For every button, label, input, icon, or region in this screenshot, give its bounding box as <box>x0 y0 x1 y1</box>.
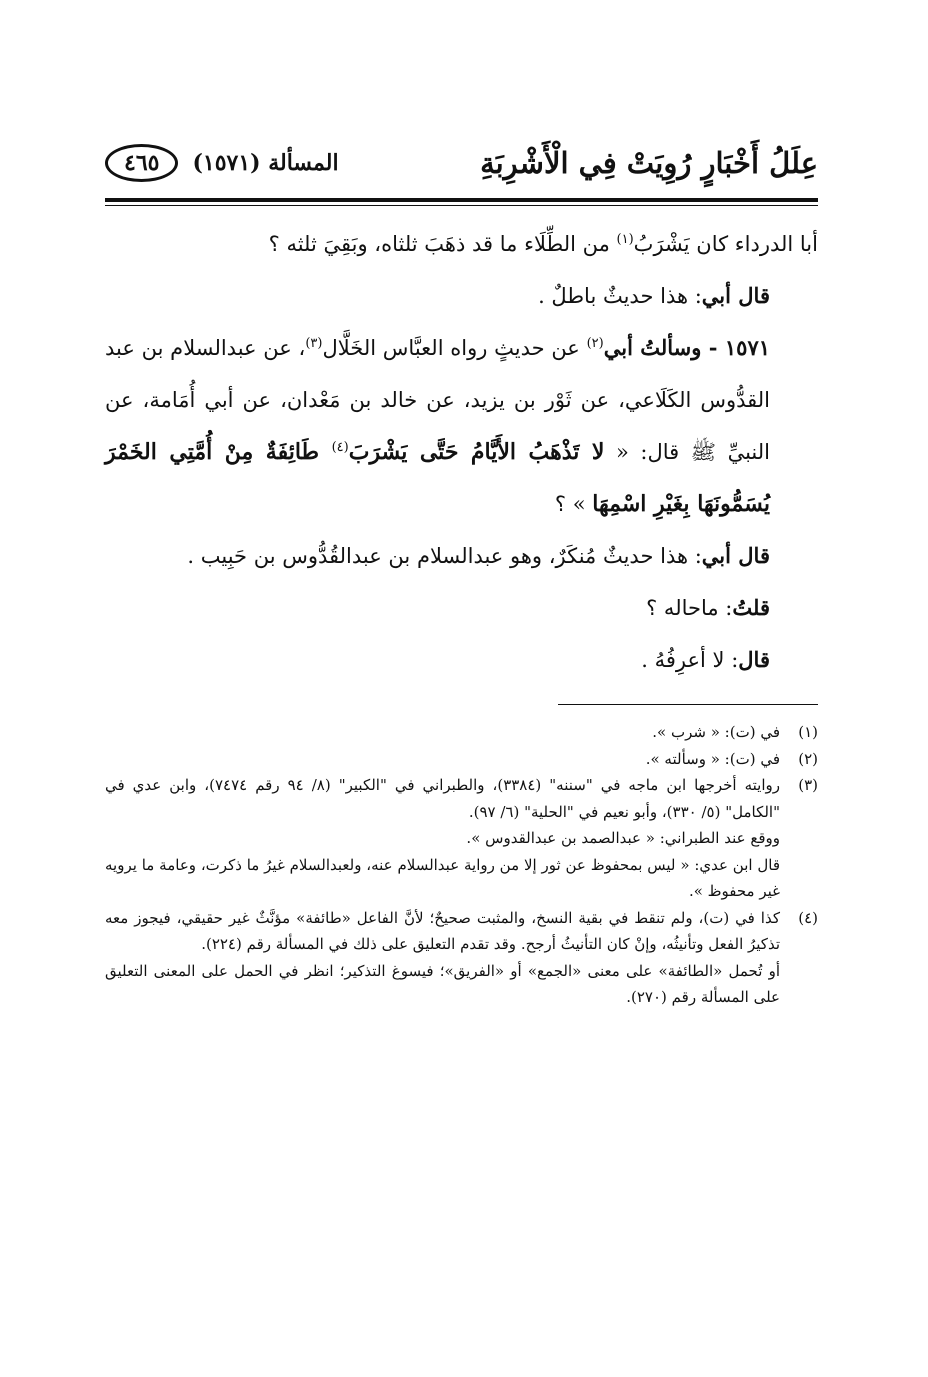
speaker-label: قال <box>738 647 770 672</box>
issue-label: المسألة (١٥٧١) <box>192 150 339 176</box>
footnotes <box>105 719 818 1011</box>
header-rule-thin <box>105 205 818 206</box>
speaker-label: قلتُ <box>732 595 770 620</box>
main-text <box>105 218 818 686</box>
header-rule-thick <box>105 198 818 202</box>
footnote-line: في (ت): « شرب ». <box>652 723 780 741</box>
footnote-ref-1: (١) <box>616 232 634 247</box>
paragraph-question <box>105 582 818 634</box>
footnote-ref-2: (٢) <box>586 336 604 351</box>
paragraph-continuation <box>105 218 818 270</box>
footnote-line: قال ابن عدي: « ليس بمحفوظ عن ثور إلا من رواية عبدالسلام عنه، ولعبدالسلام غيرُ ما ذكرت، وعامة ما يرويه غير محفوظ ». <box>105 855 780 900</box>
paragraph-father-verdict-2 <box>105 530 818 582</box>
text-run: من الطِّلَاء ما قد ذهَبَ ثلثاه، وبَقِيَ ثلثه ؟ <box>268 232 617 256</box>
footnote-line: في (ت): « وسألته ». <box>645 749 780 768</box>
statement-text: : هذا حديثٌ مُنكَرٌ، وهو عبدالسلام بن عبدالقُدُّوس بن حَبِيب . <box>187 544 702 568</box>
running-title: عِلَلُ أَخْبَارٍ رُوِيَتْ فِي الْأَشْرِبَةِ <box>480 146 818 180</box>
question-intro: - وسألتُ أبي <box>603 335 725 360</box>
hadith-text: لا تَذْهَبُ الأَيَّامُ حَتَّى يَشْرَبَ <box>348 439 605 465</box>
hadith-text: طَائِفَةٌ مِنْ أُمَّتِي الخَمْرَ يُسَمُّونَهَا بِغَيْرِ اسْمِهَا <box>105 439 770 517</box>
statement-text: : لا أعرِفُهُ . <box>641 648 739 672</box>
text-run: ، عن عبدالسلام بن عبد القدُّوس الكَلَاعي، عن ثَوْر بن يزيد، عن خالد بن مَعْدان، عن أبي أُمَامة، عن النبيِّ ﷺ قال: « <box>105 336 770 464</box>
footnote-line: ووقع عند الطبراني: « عبدالصمد بن عبدالقدوس ». <box>466 829 780 847</box>
statement-text: : ماحاله ؟ <box>646 596 733 620</box>
book-page <box>105 138 818 1011</box>
speaker-label: قال أبي <box>701 543 770 568</box>
text-run: عن حديثٍ رواه العبَّاس الخَلَّال <box>322 336 587 360</box>
footnote-line: كذا في (ت)، ولم تنقط في بقية النسخ، والمثبت صحيحٌ؛ لأنَّ الفاعل «طائفة» مؤنَّثٌ غير حقيقي، فيجوز معه تذكيرُ الفعل وتأنيثُه، وإنْ كان التأنيثُ أرجح. وقد تقدم التعليق على ذلك في المسألة رقم (٢٢٤). <box>105 908 780 953</box>
footnote-body <box>105 772 780 905</box>
footnote-line: روايته أخرجها ابن ماجه في "سننه" (٣٣٨٤)، والطبراني في "الكبير" (٨/ ٩٤ رقم ٧٤٧٤)، وابن عدي في "الكامل" (٥/ ٣٣٠)، وأبو نعيم في "الحلية" (٦/ ٩٧). <box>105 776 780 821</box>
issue-number: ١٥٧١ <box>724 335 771 360</box>
footnote-body <box>105 719 780 746</box>
footnote-number: (٤) <box>798 908 818 927</box>
page-header <box>105 138 818 188</box>
paragraph-father-verdict-1 <box>105 270 818 322</box>
statement-text: : هذا حديثٌ باطلٌ . <box>538 284 702 308</box>
footnote-1 <box>105 719 818 746</box>
speaker-label: قال أبي <box>701 283 770 308</box>
paragraph-answer <box>105 634 818 686</box>
footnote-ref-4: (٤) <box>331 440 349 455</box>
footnote-separator <box>558 704 818 705</box>
footnote-number: (١) <box>798 723 818 741</box>
paragraph-issue-1571 <box>105 322 818 530</box>
text-run: أبا الدرداء كان يَشْرَبُ <box>633 232 818 256</box>
text-run: » ؟ <box>554 492 593 516</box>
footnote-3 <box>105 772 818 905</box>
footnote-line: أو تُحمل «الطائفة» على معنى «الجمع» أو «الفريق»؛ فيسوغ التذكير؛ انظر في الحمل على المعنى التعليق على المسألة رقم (٢٧٠). <box>105 961 780 1006</box>
footnote-4 <box>105 905 818 1011</box>
page-number-badge: ٤٦٥ <box>105 144 178 182</box>
footnote-body <box>105 905 780 1011</box>
footnote-body <box>105 746 780 773</box>
footnote-2 <box>105 746 818 773</box>
header-meta <box>105 144 339 182</box>
footnote-number: (٢) <box>798 749 818 768</box>
footnote-number: (٣) <box>798 776 818 794</box>
footnote-ref-3: (٣) <box>305 336 323 351</box>
